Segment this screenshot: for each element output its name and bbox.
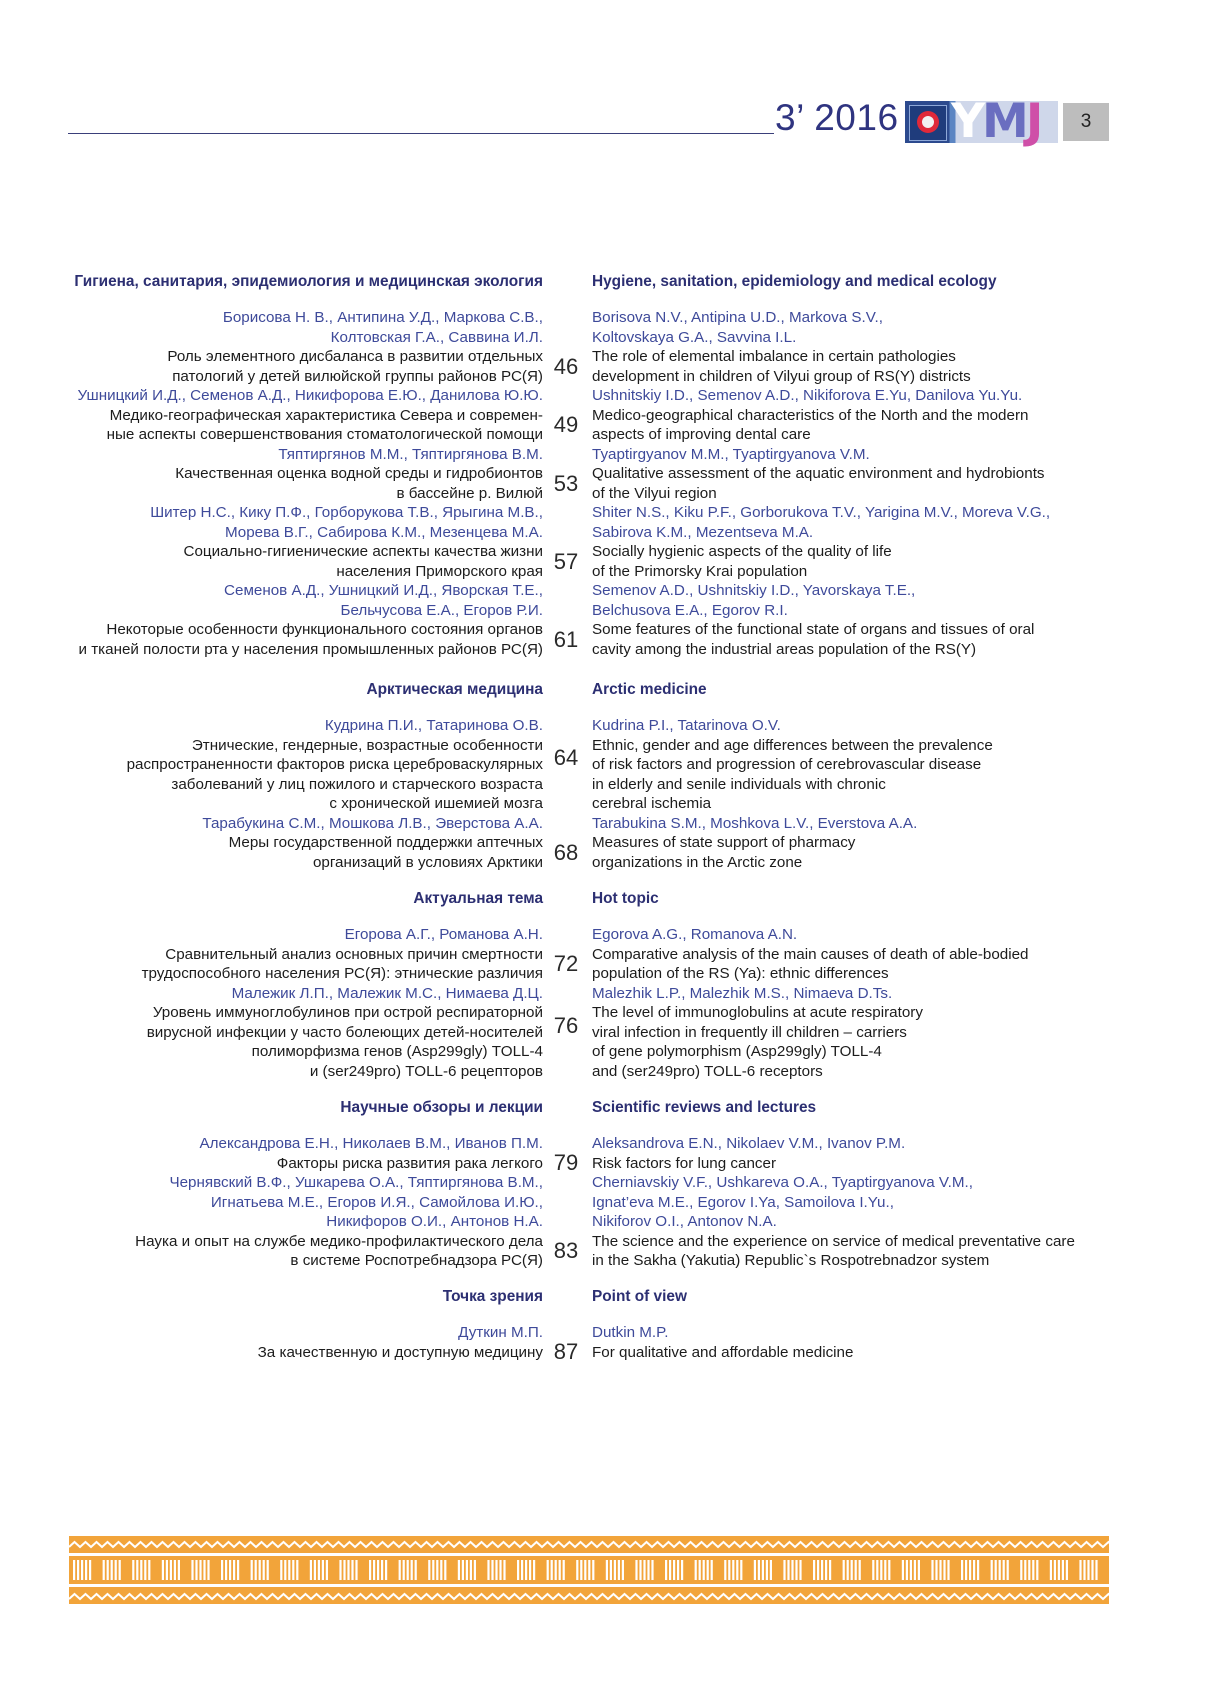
ornament-bar <box>758 1560 760 1580</box>
zigzag-bottom <box>69 1594 1109 1599</box>
ornament-bar <box>931 1560 933 1580</box>
ornament-bar <box>136 1560 138 1580</box>
ornament-bar <box>876 1560 878 1580</box>
ornament-bar <box>318 1560 320 1580</box>
article-title-ru: и тканей полости рта у населения промышленных районов РС(Я) <box>78 640 543 658</box>
section-heading-en: Point of view <box>592 1288 687 1305</box>
article-title-en: of risk factors and progression of cerebrovascular disease <box>592 756 982 773</box>
ornament-bar <box>103 1560 105 1580</box>
section-heading-ru: Точка зрения <box>442 1288 543 1305</box>
ornament-bar <box>339 1560 341 1580</box>
page-ref: 72 <box>553 951 579 976</box>
ornament-bar <box>740 1560 742 1580</box>
ornament-bar <box>89 1560 91 1580</box>
ornament-bar <box>681 1560 683 1580</box>
ornament-bar <box>939 1560 941 1580</box>
page-ref: 49 <box>553 412 579 437</box>
ornament-bar <box>977 1560 979 1580</box>
ornament-bar <box>1032 1560 1034 1580</box>
logo-text: YMJ <box>951 94 1041 149</box>
ornament-bar <box>1024 1560 1026 1580</box>
article-title-en: in elderly and senile individuals with chronic <box>592 775 886 793</box>
ornament-bar <box>284 1560 286 1580</box>
ornament-bar <box>618 1560 620 1580</box>
issue-number: 3’ 2016 <box>775 97 899 138</box>
ornament-bar <box>399 1560 401 1580</box>
ornament-bar <box>85 1560 87 1580</box>
ornament-bar <box>462 1560 464 1580</box>
ornament-bar <box>326 1560 328 1580</box>
ornament-bar <box>174 1560 176 1580</box>
ornament-bar <box>280 1560 282 1580</box>
ornament-bar <box>770 1560 772 1580</box>
ornament-bar <box>470 1560 472 1580</box>
page-ref: 61 <box>553 626 579 652</box>
article-title-en: Comparative analysis of the main causes of death of able-bodied <box>592 945 1029 963</box>
article-title-ru: Этнические, гендерные, возрастные особенности <box>191 736 543 754</box>
ornament-bar <box>555 1560 557 1580</box>
article-title-ru: с хронической ишемией мозга <box>329 795 543 812</box>
ornament-bar <box>669 1560 671 1580</box>
ornament-bar <box>1087 1560 1089 1580</box>
ornament-bar <box>843 1560 845 1580</box>
ornament-bar <box>580 1560 582 1580</box>
ornament-bar <box>107 1560 109 1580</box>
ornament-bar <box>132 1560 134 1580</box>
article-title-ru: в бассейне р. Вилюй <box>396 484 543 502</box>
ornament-bar <box>821 1560 823 1580</box>
article-title-en: organizations in the Arctic zone <box>592 853 803 871</box>
article-title-ru: ные аспекты совершенствования стоматологической помощи <box>106 426 543 443</box>
ornament-bar <box>1007 1560 1009 1580</box>
article-authors-ru: Борисова Н. В., Антипина У.Д., Маркова С.В., <box>222 309 543 326</box>
page-number: 3 <box>1063 103 1109 141</box>
ornament-bar <box>259 1560 261 1580</box>
ornament-bar <box>373 1560 375 1580</box>
ornament-bar <box>225 1560 227 1580</box>
ornament-bar <box>81 1560 83 1580</box>
ornament-pattern <box>69 1536 1109 1604</box>
article-title-ru: полиморфизма генов (Asp299gly) TOLL-4 <box>251 1043 543 1060</box>
ornament-bar <box>707 1560 709 1580</box>
ornament-bar <box>466 1560 468 1580</box>
ornament-bar <box>999 1560 1001 1580</box>
page-ref: 87 <box>553 1339 579 1365</box>
article-title-en: and (ser249pro) TOLL-6 receptors <box>592 1062 823 1080</box>
ornament-bar <box>914 1560 916 1580</box>
ornament-bar <box>428 1560 430 1580</box>
ornament-bar <box>1054 1560 1056 1580</box>
article-title-en: of the Vilyui region <box>592 484 717 502</box>
article-title-en: Qualitative assessment of the aquatic environment and hydrobionts <box>592 465 1045 482</box>
page-ref: 64 <box>553 745 579 771</box>
article-title-ru: населения Приморского края <box>336 562 543 580</box>
ornament-bar <box>918 1560 920 1580</box>
ornament-bar <box>314 1560 316 1580</box>
section-heading-en: Arctic medicine <box>592 681 707 698</box>
ornament-bar <box>724 1560 726 1580</box>
article-authors-en: Cherniavskiy V.F., Ushkareva O.A., Tyaptirgyanova V.M., <box>592 1174 973 1191</box>
ornament-bar <box>961 1560 963 1580</box>
ornament-bar <box>829 1560 831 1580</box>
ornament-bar <box>199 1560 201 1580</box>
article-title-en: Measures of state support of pharmacy <box>592 834 856 851</box>
ornament-bar <box>255 1560 257 1580</box>
section-heading-ru: Актуальная тема <box>413 890 543 907</box>
ornament-bar <box>343 1560 345 1580</box>
zigzag-top <box>69 1542 1109 1547</box>
ornament-bar <box>251 1560 253 1580</box>
ornament-bar <box>880 1560 882 1580</box>
article-title-en: Risk factors for lung cancer <box>592 1154 777 1172</box>
ornament-bar <box>1062 1560 1064 1580</box>
article-title-en: population of the RS (Ya): ethnic differences <box>592 965 889 982</box>
article-authors-ru: Тяптиргянов М.М., Тяптиргянова В.М. <box>278 445 543 463</box>
ornament-bar <box>576 1560 578 1580</box>
ornament-bar <box>458 1560 460 1580</box>
journal-logo <box>905 94 1058 149</box>
ornament-bar <box>766 1560 768 1580</box>
ornament-bar <box>267 1560 269 1580</box>
ornament-bar <box>229 1560 231 1580</box>
article-title-en: Some features of the functional state of organs and tissues of oral <box>592 621 1035 638</box>
ornament-bar <box>606 1560 608 1580</box>
article-authors-en: Belchusova E.A., Egorov R.I. <box>592 601 788 619</box>
ornament-bar <box>263 1560 265 1580</box>
section-heading-en: Hygiene, sanitation, epidemiology and medical ecology <box>592 273 997 290</box>
ornament-bar <box>503 1560 505 1580</box>
ornament-bar <box>517 1560 519 1580</box>
article-authors-en: Aleksandrova E.N., Nikolaev V.M., Ivanov P.M. <box>592 1135 906 1152</box>
page-ref: 76 <box>553 1012 579 1038</box>
ornament-bar <box>910 1560 912 1580</box>
article-authors-ru: Тарабукина С.М., Мошкова Л.В., Эверстова А.А. <box>202 814 543 832</box>
ornament-bar <box>1083 1560 1085 1580</box>
ornament-bar <box>115 1560 117 1580</box>
article-title-ru: организаций в условиях Арктики <box>312 853 543 871</box>
article-title-en: of the Primorsky Krai population <box>592 562 808 580</box>
article-title-en: of gene polymorphism (Asp299gly) TOLL-4 <box>592 1043 882 1060</box>
ornament-bar <box>754 1560 756 1580</box>
article-title-ru: в системе Роспотребнадзора РС(Я) <box>290 1252 543 1269</box>
ornament-bar <box>444 1560 446 1580</box>
ornament-bar <box>1095 1560 1097 1580</box>
ornament-bar <box>732 1560 734 1580</box>
ornament-bar <box>614 1560 616 1580</box>
page-ref: 79 <box>553 1150 579 1176</box>
ornament-bar <box>551 1560 553 1580</box>
ornament-bar <box>191 1560 193 1580</box>
ornament-bar <box>144 1560 146 1580</box>
article-authors-en: Malezhik L.P., Malezhik M.S., Nimaeva D.Ts. <box>592 984 893 1002</box>
ornament-bar <box>973 1560 975 1580</box>
article-authors-en: Egorova A.G., Romanova A.N. <box>592 926 798 943</box>
ornament-bar <box>783 1560 785 1580</box>
article-title-en: For qualitative and affordable medicine <box>592 1343 854 1361</box>
ornament-bar <box>381 1560 383 1580</box>
ornament-bar <box>1066 1560 1068 1580</box>
ornament-bar <box>203 1560 205 1580</box>
article-authors-en: Dutkin M.P. <box>592 1324 669 1341</box>
ornament-bar <box>521 1560 523 1580</box>
ornament-bar <box>699 1560 701 1580</box>
ornament-bar <box>851 1560 853 1580</box>
section-heading-ru: Гигиена, санитария, эпидемиология и медицинская экология <box>74 273 543 290</box>
header-rule <box>68 133 774 134</box>
article-authors-en: Koltovskaya G.A., Savvina I.L. <box>592 328 797 346</box>
article-authors-ru: Кудрина П.И., Татаринова О.В. <box>324 717 543 734</box>
article-authors-ru: Дуткин М.П. <box>458 1324 543 1341</box>
ornament-bar <box>487 1560 489 1580</box>
article-title-ru: Некоторые особенности функционального состояния органов <box>106 621 543 638</box>
article-authors-en: Nikiforov O.I., Antonov N.A. <box>592 1213 777 1230</box>
ornament-bar <box>499 1560 501 1580</box>
ornament-bar <box>547 1560 549 1580</box>
article-title-ru: патологий у детей вилюйской группы районов РС(Я) <box>172 367 543 385</box>
ornament-bar <box>563 1560 565 1580</box>
band-line-bottom <box>69 1584 1109 1587</box>
article-title-en: Medico-geographical characteristics of the North and the modern <box>592 406 1029 424</box>
ornament-bar <box>1079 1560 1081 1580</box>
article-authors-en: Semenov A.D., Ushnitskiy I.D., Yavorskaya T.E., <box>592 582 916 599</box>
ornament-bar <box>884 1560 886 1580</box>
article-title-ru: вирусной инфекции у часто болеющих детей-носителей <box>146 1023 543 1041</box>
article-title-ru: Роль элементного дисбаланса в развитии отдельных <box>167 348 543 365</box>
ornament-bar <box>762 1560 764 1580</box>
article-authors-ru: Ушницкий И.Д., Семенов А.Д., Никифорова Е.Ю., Данилова Ю.Ю. <box>77 387 543 404</box>
article-title-ru: распространенности факторов риска цереброваскулярных <box>126 756 543 773</box>
ornament-bar <box>415 1560 417 1580</box>
article-title-en: development in children of Vilyui group of RS(Y) districts <box>592 367 971 385</box>
ornament-bar <box>529 1560 531 1580</box>
ornament-bar <box>292 1560 294 1580</box>
article-authors-en: Sabirova K.M., Mezentseva M.A. <box>592 523 814 541</box>
ornament-bar <box>407 1560 409 1580</box>
ornament-bar <box>1050 1560 1052 1580</box>
ornament-bar <box>736 1560 738 1580</box>
ornament-bar <box>935 1560 937 1580</box>
section-heading-ru: Арктическая медицина <box>366 681 543 698</box>
article-title-ru: Меры государственной поддержки аптечных <box>228 834 543 851</box>
ornament-bar <box>817 1560 819 1580</box>
ornament-bar <box>855 1560 857 1580</box>
ornament-bar <box>347 1560 349 1580</box>
ornament-bar <box>1028 1560 1030 1580</box>
ornament-bar <box>695 1560 697 1580</box>
article-authors-ru: Чернявский В.Ф., Ушкарева О.А., Тяптиргянова В.М., <box>169 1174 543 1191</box>
article-authors-en: Kudrina P.I., Tatarinova O.V. <box>592 717 781 734</box>
ornament-bar <box>1091 1560 1093 1580</box>
ornament-bar <box>385 1560 387 1580</box>
ornament-bar <box>610 1560 612 1580</box>
ornament-bar <box>906 1560 908 1580</box>
ornament-bar <box>711 1560 713 1580</box>
ornament-bar <box>403 1560 405 1580</box>
ornament-bar <box>533 1560 535 1580</box>
ornament-bar <box>795 1560 797 1580</box>
ornament-bar <box>991 1560 993 1580</box>
ornament-bar <box>1020 1560 1022 1580</box>
section-heading-en: Hot topic <box>592 890 659 907</box>
ornament-bar <box>969 1560 971 1580</box>
article-title-en: The role of elemental imbalance in certain pathologies <box>592 348 956 365</box>
article-authors-ru: Егорова А.Г., Романова А.Н. <box>344 926 543 943</box>
ornament-bar <box>813 1560 815 1580</box>
article-title-en: The science and the experience on service of medical preventative care <box>592 1232 1075 1250</box>
ornament-bar <box>288 1560 290 1580</box>
ornament-bar <box>559 1560 561 1580</box>
ornament-bar <box>651 1560 653 1580</box>
ornament-bar <box>73 1560 75 1580</box>
article-authors-en: Ignat’eva M.E., Egorov I.Ya, Samoilova I.Yu., <box>592 1193 894 1211</box>
article-title-ru: трудоспособного населения РС(Я): этнические различия <box>141 965 543 982</box>
article-title-ru: Наука и опыт на службе медико-профилактического дела <box>135 1232 543 1250</box>
article-authors-ru: Семенов А.Д., Ушницкий И.Д., Яворская Т.Е., <box>224 582 543 599</box>
article-title-ru: и (ser249pro) TOLL-6 рецепторов <box>309 1062 543 1080</box>
ornament-bar <box>825 1560 827 1580</box>
ornament-bar <box>647 1560 649 1580</box>
page-ref: 83 <box>553 1238 579 1263</box>
ornament-bar <box>995 1560 997 1580</box>
ornament-bar <box>847 1560 849 1580</box>
ornament-bar <box>411 1560 413 1580</box>
ornament-bar <box>1003 1560 1005 1580</box>
article-authors-ru: Александрова Е.Н., Николаев В.М., Иванов П.М. <box>199 1135 543 1152</box>
article-title-en: cavity among the industrial areas population of the RS(Y) <box>592 640 977 658</box>
article-title-ru: Медико-географическая характеристика Севера и современ- <box>109 406 543 424</box>
ornament-bar <box>233 1560 235 1580</box>
ornament-bar <box>310 1560 312 1580</box>
ornament-bar <box>639 1560 641 1580</box>
ornament-bar <box>178 1560 180 1580</box>
ornament-bar <box>77 1560 79 1580</box>
ornament-bar <box>166 1560 168 1580</box>
article-title-ru: Факторы риска развития рака легкого <box>276 1154 543 1172</box>
ornament-band <box>69 1536 1109 1604</box>
ornament-bar <box>677 1560 679 1580</box>
ornament-bar <box>221 1560 223 1580</box>
ornament-bar <box>148 1560 150 1580</box>
ornament-bar <box>111 1560 113 1580</box>
section-heading-ru: Научные обзоры и лекции <box>340 1099 543 1116</box>
ornament-bar <box>525 1560 527 1580</box>
ornament-bar <box>237 1560 239 1580</box>
section-heading-en: Scientific reviews and lectures <box>592 1099 817 1116</box>
article-title-en: in the Sakha (Yakutia) Republic`s Rospotrebnadzor system <box>592 1252 990 1269</box>
article-title-ru: Качественная оценка водной среды и гидробионтов <box>175 465 543 482</box>
ornament-bar <box>440 1560 442 1580</box>
ornament-bar <box>791 1560 793 1580</box>
page-ref: 53 <box>553 470 579 496</box>
ornament-bar <box>195 1560 197 1580</box>
article-authors-en: Borisova N.V., Antipina U.D., Markova S.V., <box>592 309 883 326</box>
article-title-en: Ethnic, gender and age differences between the prevalence <box>592 736 993 754</box>
ornament-bar <box>703 1560 705 1580</box>
article-title-ru: Сравнительный анализ основных причин смертности <box>165 945 543 963</box>
ornament-bar <box>377 1560 379 1580</box>
article-authors-en: Shiter N.S., Kiku P.F., Gorborukova T.V., Yarigina M.V., Moreva V.G., <box>592 504 1051 521</box>
ornament-bar <box>432 1560 434 1580</box>
ornament-bar <box>584 1560 586 1580</box>
article-authors-en: Tyaptirgyanov M.M., Tyaptirgyanova V.M. <box>592 445 870 463</box>
article-authors-ru: Морева В.Г., Сабирова К.М., Мезенцева М.А. <box>224 523 543 541</box>
ornament-bar <box>588 1560 590 1580</box>
ornament-bar <box>162 1560 164 1580</box>
article-authors-ru: Шитер Н.С., Кику П.Ф., Горборукова Т.В., Ярыгина М.В., <box>150 504 543 521</box>
ornament-bar <box>622 1560 624 1580</box>
article-title-en: aspects of improving dental care <box>592 426 811 443</box>
band-line-top <box>69 1553 1109 1556</box>
ornament-bar <box>965 1560 967 1580</box>
ornament-bar <box>872 1560 874 1580</box>
article-authors-ru: Бельчусова Е.А., Егоров Р.И. <box>340 601 543 619</box>
ornament-bar <box>351 1560 353 1580</box>
ornament-bar <box>1036 1560 1038 1580</box>
article-authors-ru: Малежик Л.П., Малежик М.С., Нимаева Д.Ц. <box>231 984 543 1002</box>
article-title-ru: заболеваний у лиц пожилого и старческого возраста <box>171 775 543 793</box>
ornament-bar <box>943 1560 945 1580</box>
page-ref: 46 <box>553 353 579 379</box>
ornament-bar <box>369 1560 371 1580</box>
article-title-ru: Уровень иммуноглобулинов при острой респираторной <box>152 1004 543 1021</box>
ornament-bar <box>635 1560 637 1580</box>
ornament-bar <box>322 1560 324 1580</box>
ornament-bar <box>170 1560 172 1580</box>
article-title-en: cerebral ischemia <box>592 795 712 812</box>
ornament-bar <box>474 1560 476 1580</box>
article-authors-en: Tarabukina S.M., Moshkova L.V., Everstova A.A. <box>592 814 918 832</box>
ornament-bar <box>491 1560 493 1580</box>
ornament-bar <box>495 1560 497 1580</box>
article-title-ru: За качественную и доступную медицину <box>257 1343 543 1361</box>
ornament-bar <box>859 1560 861 1580</box>
ornament-bar <box>207 1560 209 1580</box>
ornament-bar <box>665 1560 667 1580</box>
article-title-en: viral infection in frequently ill children – carriers <box>592 1023 907 1041</box>
ornament-bar <box>888 1560 890 1580</box>
ornament-bar <box>799 1560 801 1580</box>
ornament-bar <box>140 1560 142 1580</box>
ornament-bar <box>119 1560 121 1580</box>
article-title-en: Socially hygienic aspects of the quality of life <box>592 543 892 560</box>
ornament-bar <box>947 1560 949 1580</box>
ornament-bar <box>592 1560 594 1580</box>
page-ref: 68 <box>553 839 579 865</box>
ornament-bar <box>673 1560 675 1580</box>
ornament-bar <box>436 1560 438 1580</box>
article-authors-ru: Игнатьева М.Е., Егоров И.Я., Самойлова И.Ю., <box>210 1193 543 1211</box>
article-authors-ru: Колтовская Г.А., Саввина И.Л. <box>330 328 543 346</box>
ornament-bar <box>902 1560 904 1580</box>
article-authors-en: Ushnitskiy I.D., Semenov A.D., Nikiforova E.Yu, Danilova Yu.Yu. <box>592 387 1023 404</box>
article-title-ru: Социально-гигиенические аспекты качества жизни <box>183 543 543 560</box>
emblem-icon <box>909 105 947 141</box>
ornament-bar <box>728 1560 730 1580</box>
article-authors-ru: Никифоров О.И., Антонов Н.А. <box>326 1213 543 1230</box>
ornament-bar <box>355 1560 357 1580</box>
ornament-bar <box>296 1560 298 1580</box>
page-ref: 57 <box>553 548 579 574</box>
ornament-bar <box>787 1560 789 1580</box>
ornament-bar <box>643 1560 645 1580</box>
ornament-bar <box>1058 1560 1060 1580</box>
article-title-en: The level of immunoglobulins at acute respiratory <box>592 1004 923 1021</box>
